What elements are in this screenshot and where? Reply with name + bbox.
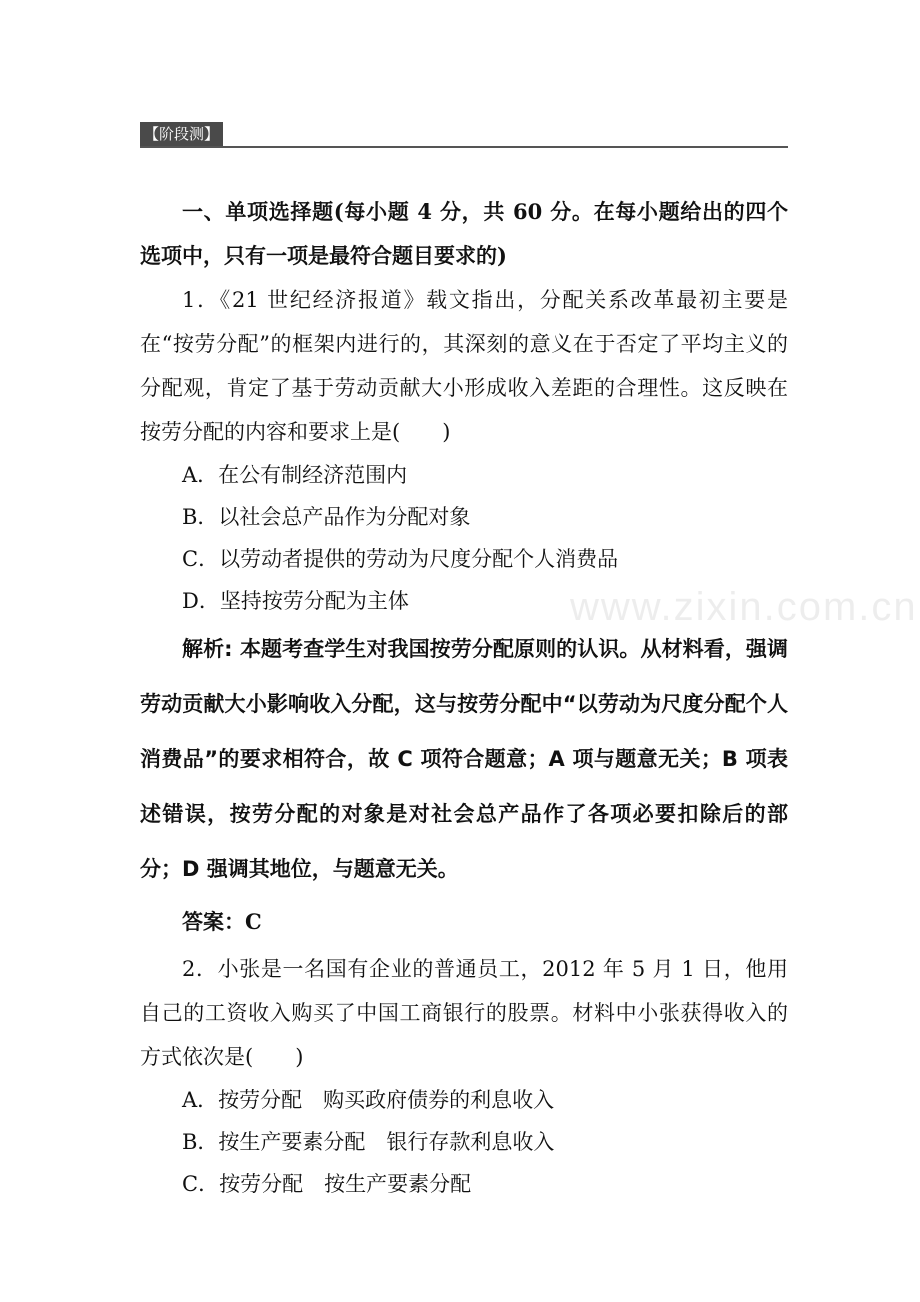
question-1-option-d: D．坚持按劳分配为主体: [182, 589, 409, 613]
watermark: www.zixin.com.cn: [570, 585, 918, 629]
section-heading: [140, 190, 788, 278]
question-1-answer: 答案：C: [182, 909, 262, 934]
question-2-option-a: A．按劳分配 购买政府债券的利息收入: [182, 1088, 555, 1112]
question-1-analysis: 解析: 本题考查学生对我国按劳分配原则的认识。从材料看，强调劳动贡献大小影响收入分配，这与按劳分配中“以劳动为尺度分配个人消费品”的要求相符合，故 C 项符合题意；A 项与题意无关；B 项表述错误，按劳分配的对象是对社会总产品作了各项必要扣除后的部分；D 强调其地位，与题意无关。: [140, 637, 788, 881]
header-rule: [140, 146, 788, 148]
question-1-stem: 1．《21 世纪经济报道》载文指出，分配关系改革最初主要是在“按劳分配”的框架内进行的，其深刻的意义在于否定了平均主义的分配观，肯定了基于劳动贡献大小形成收入差距的合理性。这反映在按劳分配的内容和要求上是( ): [140, 288, 788, 444]
question-1-option-a: A．在公有制经济范围内: [182, 463, 408, 487]
question-2-option-b: B．按生产要素分配 银行存款利息收入: [182, 1130, 555, 1154]
question-2-stem: 2．小张是一名国有企业的普通员工，2012 年 5 月 1 日，他用自己的工资收入购买了中国工商银行的股票。材料中小张获得收入的方式依次是( ): [140, 957, 788, 1069]
question-1-option-c: C．以劳动者提供的劳动为尺度分配个人消费品: [182, 547, 619, 571]
question-1-option-b: B．以社会总产品作为分配对象: [182, 505, 471, 529]
section-tag: 【阶段测】: [140, 122, 223, 146]
question-2-option-c: C．按劳分配 按生产要素分配: [182, 1172, 472, 1196]
section-heading-title: 一、单项选择题: [182, 199, 334, 224]
exam-content: [140, 190, 788, 1205]
section-heading-instructions: (每小题 4 分，共 60 分。在每小题给出的四个选项中，只有一项是最符合题目要求的): [140, 199, 789, 268]
